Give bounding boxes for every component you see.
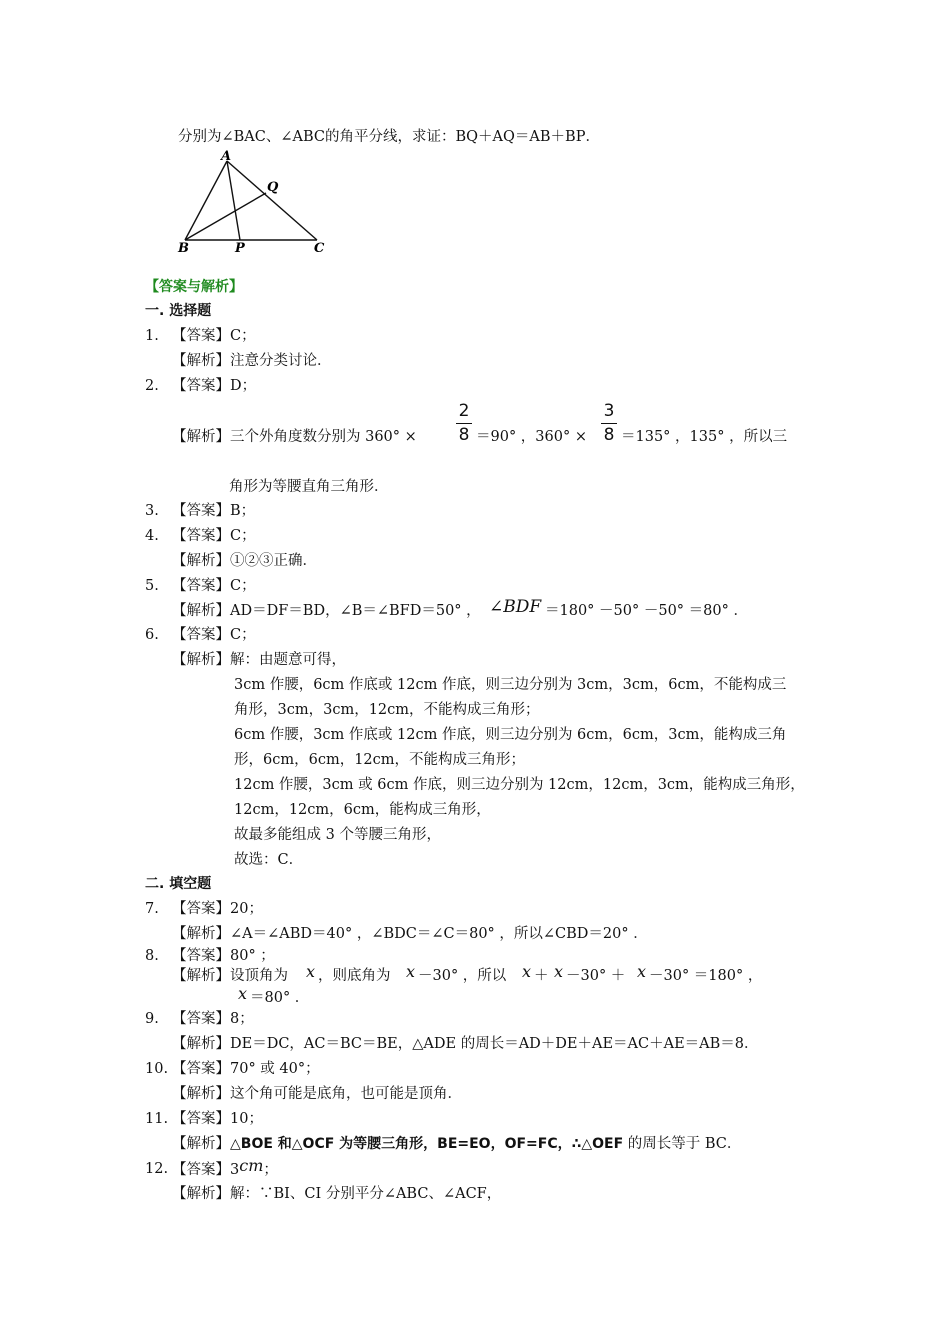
explanation-5-part1: 【解析】AD＝DF＝BD，∠B＝∠BFD＝50° ， xyxy=(172,603,481,619)
edge-AC xyxy=(227,161,317,240)
bisector-AP xyxy=(227,161,240,240)
triangle-figure xyxy=(175,147,335,257)
label-C: C xyxy=(314,241,325,256)
answer-3: 【答案】B； xyxy=(172,503,256,519)
item-number: 5. xyxy=(145,578,159,594)
fraction-3-8 xyxy=(601,402,617,444)
explanation-11-label: 【解析】 xyxy=(172,1136,230,1152)
answer-4: 【答案】C； xyxy=(172,528,256,544)
explanation-8-part1: 【解析】设顶角为 xyxy=(172,968,288,984)
answer-12-tail: ； xyxy=(263,1162,278,1178)
item-number: 6. xyxy=(145,627,159,643)
explanation-11-tail: 的周长等于 BC． xyxy=(623,1136,742,1152)
explanation-5-part2: ＝180° －50° －50° ＝80° ． xyxy=(545,603,748,619)
explanation-6-line8: 故选：C． xyxy=(234,852,304,868)
explanation-12: 【解析】解：∵BI、CI 分别平分∠ABC、∠ACF， xyxy=(172,1186,502,1202)
fraction-2-8 xyxy=(456,402,472,444)
answer-8: 【答案】80° ； xyxy=(172,948,275,964)
answer-6: 【答案】C； xyxy=(172,627,256,643)
item-number: 2. xyxy=(145,378,159,394)
explanation-6-line4: 形，6cm，6cm，12cm，不能构成三角形； xyxy=(234,752,526,768)
explanation-8-part7: ＝80° ． xyxy=(250,990,310,1006)
explanation-1: 【解析】注意分类讨论． xyxy=(172,353,332,369)
explanation-6: 【解析】解：由题意可得， xyxy=(172,652,346,668)
explanation-6-line7: 故最多能组成 3 个等腰三角形， xyxy=(234,827,441,843)
explanation-6-line1: 3cm 作腰，6cm 作底或 12cm 作底，则三边分别为 3cm，3cm，6cm，不能构成三 xyxy=(234,677,787,693)
explanation-7: 【解析】∠A＝∠ABD＝40° ，∠BDC＝∠C＝80° ，所以∠CBD＝20° ． xyxy=(172,926,648,942)
fraction-numerator: 3 xyxy=(603,401,615,421)
problem-text: 分别为∠BAC、∠ABC的角平分线，求证：BQ＋AQ＝AB＋BP． xyxy=(178,129,600,145)
answer-1: 【答案】C； xyxy=(172,328,256,344)
explanation-10: 【解析】这个角可能是底角，也可能是顶角． xyxy=(172,1086,462,1102)
explanation-8-part5: －30° ＋ xyxy=(566,968,626,984)
fraction-numerator: 2 xyxy=(458,401,470,421)
item-number: 12. xyxy=(145,1161,169,1177)
explanation-11 xyxy=(172,1134,741,1154)
explanation-2-part3: ＝135° ，135° ，所以三 xyxy=(621,429,788,445)
var-x: x xyxy=(554,962,564,981)
label-A: A xyxy=(221,149,232,164)
var-x: x xyxy=(637,962,647,981)
var-x: x xyxy=(306,962,316,981)
explanation-6-line2: 角形，3cm，3cm，12cm，不能构成三角形； xyxy=(234,702,540,718)
section-fill: 二. 填空题 xyxy=(145,876,212,892)
fraction-denominator: 8 xyxy=(458,425,470,445)
explanation-2-part1: 【解析】三个外角度数分别为 360° × xyxy=(172,429,417,445)
var-x: x xyxy=(522,962,532,981)
answer-7: 【答案】20； xyxy=(172,901,263,917)
answer-11: 【答案】10； xyxy=(172,1111,263,1127)
explanation-8-part3: －30° ，所以 xyxy=(418,968,507,984)
explanation-8-part6: －30° ＝180° ， xyxy=(649,968,763,984)
explanation-11-bold: △BOE 和△OCF 为等腰三角形，BE=EO，OF=FC，∴△OEF xyxy=(230,1136,624,1152)
explanation-9: 【解析】DE＝DC，AC＝BC＝BE，△ADE 的周长＝AD＋DE＋AE＝AC＋AE＝AB＝8． xyxy=(172,1036,759,1052)
fraction-denominator: 8 xyxy=(603,425,615,445)
explanation-8-part4: ＋ xyxy=(534,968,549,984)
explanation-4: 【解析】①②③正确． xyxy=(172,553,317,569)
label-P: P xyxy=(235,241,245,256)
explanation-2-cont: 角形为等腰直角三角形． xyxy=(229,479,389,495)
answer-10: 【答案】70° 或 40°； xyxy=(172,1061,320,1077)
item-number: 4. xyxy=(145,528,159,544)
label-B: B xyxy=(178,241,189,256)
explanation-8-part2: ，则底角为 xyxy=(318,968,391,984)
item-number: 3. xyxy=(145,503,159,519)
var-x: x xyxy=(238,984,248,1003)
item-number: 8. xyxy=(145,948,159,964)
answer-5: 【答案】C； xyxy=(172,578,256,594)
section-choice: 一. 选择题 xyxy=(145,303,212,319)
item-number: 10. xyxy=(145,1061,169,1077)
explanation-6-line6: 12cm，12cm，6cm，能构成三角形， xyxy=(234,802,491,818)
explanation-2-part2: ＝90° ，360° × xyxy=(476,429,587,445)
answer-12 xyxy=(172,1156,278,1180)
explanation-6-line5: 12cm 作腰，3cm 或 6cm 作底，则三边分别为 12cm，12cm，3cm，能构成三角形， xyxy=(234,777,805,793)
item-number: 11. xyxy=(145,1111,169,1127)
answer-2: 【答案】D； xyxy=(172,378,257,394)
answer-12-unit: cm xyxy=(239,1156,264,1175)
item-number: 7. xyxy=(145,901,159,917)
answer-12-value: 【答案】3 xyxy=(172,1162,240,1178)
label-Q: Q xyxy=(267,180,279,195)
var-x: x xyxy=(406,962,416,981)
answer-9: 【答案】8； xyxy=(172,1011,254,1027)
angle-BDF: ∠BDF xyxy=(489,597,542,617)
explanation-6-line3: 6cm 作腰，3cm 作底或 12cm 作底，则三边分别为 6cm，6cm，3cm，能构成三角 xyxy=(234,727,787,743)
answers-header: 【答案与解析】 xyxy=(145,279,243,295)
item-number: 9. xyxy=(145,1011,159,1027)
item-number: 1. xyxy=(145,328,159,344)
